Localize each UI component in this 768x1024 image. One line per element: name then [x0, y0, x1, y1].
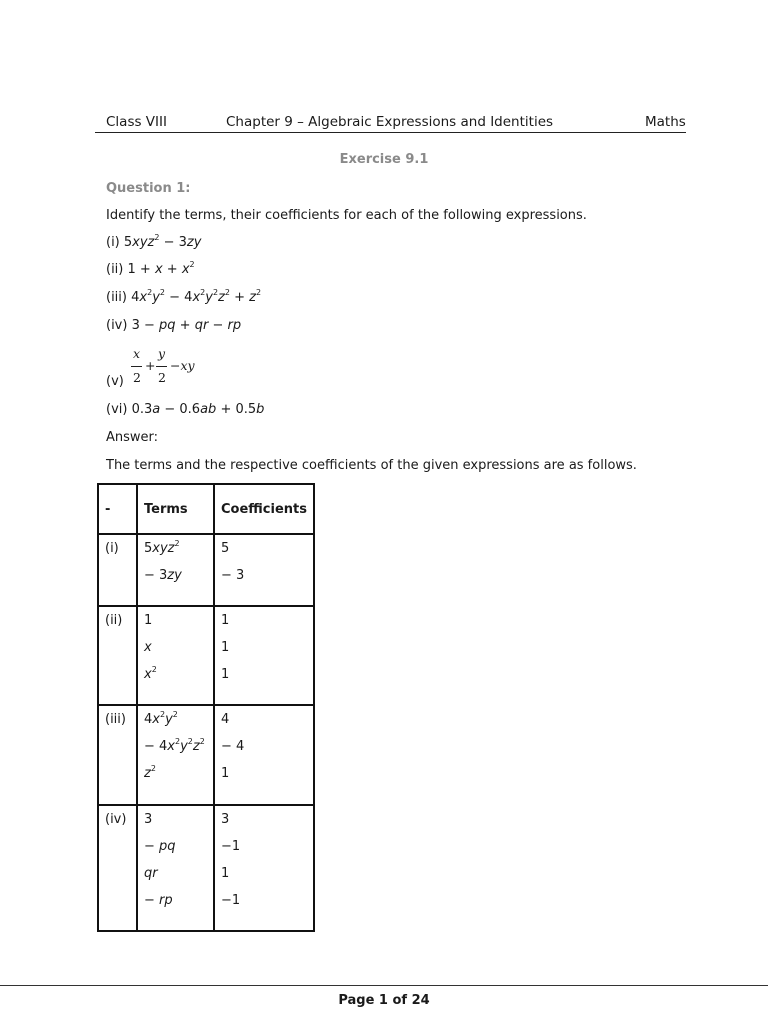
coefficients-cell: 5 − 3 [214, 534, 314, 606]
exercise-title: Exercise 9.1 [339, 152, 429, 167]
question-label: Question 1: [106, 181, 191, 196]
terms-coefficients-table [97, 483, 315, 932]
terms-cell: 1 x $x^2$ [137, 606, 214, 705]
expression-ii: (ii) $1 + x + x^2$ [106, 260, 195, 277]
coefficients-cell: 3 −1 1 −1 [214, 805, 314, 931]
row-label: (ii) [98, 606, 137, 705]
header-chapter-title: Chapter 9 – Algebraic Expressions and Identities [226, 114, 554, 130]
page-number: Page 1 of 24 [338, 993, 430, 1008]
header-class-label: Class VIII [106, 114, 167, 130]
table-row [98, 805, 314, 931]
footer-divider [0, 985, 768, 986]
table-row [98, 534, 314, 606]
table-row [98, 705, 314, 805]
header-cell-index: - [98, 484, 137, 534]
header-cell-coefficients: Coefficients [214, 484, 314, 534]
expression-i: (i) 5xyz$^2$ − 3zy [106, 233, 202, 250]
header-divider [95, 132, 686, 133]
answer-label: Answer: [106, 430, 159, 445]
expression-iii: (iii) $4x^2y^2 - 4x^2y^2z^2 + z^2$ [106, 288, 262, 305]
terms-cell: 3 − pq qr − rp [137, 805, 214, 931]
expression-v-label: (v) [106, 374, 124, 389]
coefficients-cell: 4 − 4 1 [214, 705, 314, 805]
row-label: (i) [98, 534, 137, 606]
coefficients-cell: 1 1 1 [214, 606, 314, 705]
header-cell-terms: Terms [137, 484, 214, 534]
expression-iv: (iv) 3 − pq + qr − rp [106, 318, 242, 333]
terms-cell: $4x^2y^2$ − $4x^2y^2z^2$ $z^2$ [137, 705, 214, 805]
row-label: (iv) [98, 805, 137, 931]
table-row [98, 606, 314, 705]
header-subject-label: Maths [645, 114, 686, 130]
terms-cell: 5xyz$^2$ − 3zy [137, 534, 214, 606]
answer-intro: The terms and the respective coefficients of the given expressions are as follows. [106, 458, 637, 473]
table-header-row [98, 484, 314, 534]
expression-vi: (vi) 0.3a − 0.6ab + 0.5b [106, 402, 265, 417]
row-label: (iii) [98, 705, 137, 805]
question-prompt: Identify the terms, their coefficients for each of the following expressions. [106, 208, 587, 223]
expression-v-formula: x 2 + y 2 −xy [133, 346, 195, 385]
